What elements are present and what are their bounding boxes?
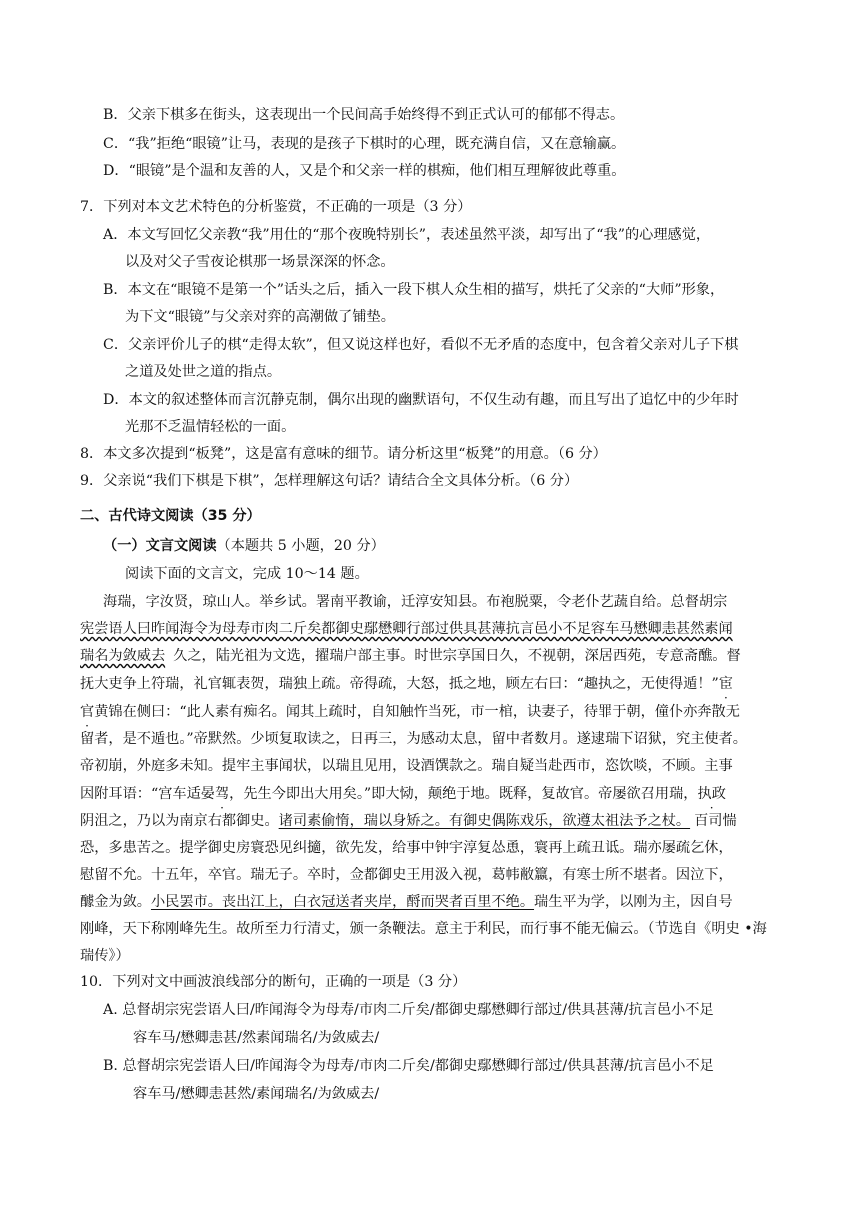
dotted-character: 宦	[718, 676, 733, 692]
q8-stem: 8．本文多次提到“板凳”，这是富有意味的细节。请分析这里“板凳”的用意。（6 分）	[80, 446, 607, 462]
passage-text: 久之，陆光祖为文选，擢瑞户部主事。时世宗享国日久，不视朝，深居西苑，专意斋醮。督	[173, 648, 741, 664]
passage-line: 帝初崩，外庭多未知。提牢主事闻状，以瑞且见用，设酒馔款之。瑞自疑当赴西市，恣饮啖，不顾。主事	[80, 758, 733, 774]
passage-line: 海瑞，字汝贤，琼山人。举乡试。署南平教谕，迁淳安知县。布袍脱粟，令老仆艺蔬自给。总督胡宗	[103, 594, 728, 610]
q10-option-a-line1: A. 总督胡宗宪尝语人曰/昨闻海令为母寿/市肉二斤矣/都御史鄢懋卿行部过/供具甚薄/抗言邑小不足	[103, 1002, 714, 1018]
dotted-character: 官	[80, 704, 95, 720]
q6-option-b: B．父亲下棋多在街头，这表现出一个民间高手始终得不到正式认可的郁郁不得志。	[103, 107, 625, 123]
passage-text: ，先生今即出大用矣。”即大恸，颠绝于地。既释，复故官。帝屡欲召用瑞，	[229, 786, 698, 802]
q7-option-d-line2: 光那不乏温情轻松的一面。	[125, 419, 296, 435]
q10-stem: 10．下列对文中画波浪线部分的断句，正确的一项是（3 分）	[80, 974, 467, 990]
section-heading: 二、古代诗文阅读（35 分）	[80, 508, 261, 524]
passage-line	[80, 810, 737, 832]
subsection-note: （本题共 5 小题，20 分）	[216, 538, 385, 554]
q6-option-c: C．“我”拒绝“眼镜”让马，表现的是孩子下棋时的心理，既充满自信，又在意输赢。	[103, 136, 626, 152]
passage-line: 刚峰，天下称刚峰先生。故所至力行清丈，颁一条鞭法。意主于利民，而行事不能无偏云。（节选自《明史 •海	[80, 921, 767, 937]
passage-text: 瑞生平为学，以刚为主，因自号	[534, 894, 733, 910]
q10-option-b-line1: B. 总督胡宗宪尝语人曰/昨闻海令为母寿/市肉二斤矣/都御史鄢懋卿行部过/供具甚薄/抗言邑小不足	[103, 1058, 714, 1074]
underlined-sentence: 小民罢市。丧出江上，白衣冠送者夹岸，酹而哭者百里不绝。	[150, 894, 535, 910]
passage-text: 因附耳语：“宫车适晏	[80, 786, 215, 802]
passage-text: 阴沮之，乃以为南京右都御史。	[80, 813, 279, 829]
q7-option-a-line1: A．本文写回忆父亲教“我”用仕的“那个夜晚特别长”，表述虽然平淡，却写出了“我”的心理感觉，	[103, 227, 711, 243]
passage-text: 黄锦在侧曰：“此人素有痴名。闻其上疏时，自知触忤当死，市一棺，诀妻子，待罪于朝，僮仆亦奔散无	[94, 704, 740, 720]
passage-text: 百司惴	[694, 813, 737, 829]
passage-line	[80, 891, 733, 913]
passage-line	[80, 645, 741, 667]
q10-option-a-line2: 容车马/懋卿恚甚/然素闻瑞名/为敛威去/	[133, 1030, 380, 1046]
passage-line	[80, 783, 726, 805]
q6-option-d: D．“眼镜”是个温和友善的人，又是个和父亲一样的棋痴，他们相互理解彼此尊重。	[103, 163, 626, 179]
passage-text: 醵金为敛。	[80, 894, 151, 910]
q7-option-b-line1: B．本文在“眼镜不是第一个”话头之后，插入一段下棋人众生相的描写，烘托了父亲的“大师”形象，	[103, 282, 725, 298]
wavy-underlined-text: 宪尝语人曰昨闻海令为母寿市肉二斤矣都御史鄢懋卿行部过供具甚薄抗言邑小不足容车马懋卿恚甚然素闻	[80, 621, 733, 637]
passage-line	[80, 673, 733, 695]
q7-option-d-line1: D．本文的叙述整体而言沉静克制，偶尔出现的幽默语句，不仅生动有趣，而且写出了追忆中的少年时	[103, 392, 739, 408]
passage-line: 恐，多患苦之。提学御史房寰恐见纠擿，欲先发，给事中钟宇淳复怂恿，寰再上疏丑诋。瑞亦屡疏乞休，	[80, 840, 733, 856]
q10-option-b-line2: 容车马/懋卿恚甚然/素闻瑞名/为敛威去/	[133, 1086, 380, 1102]
reading-instruction: 阅读下面的文言文，完成 10～14 题。	[125, 566, 369, 582]
wavy-underlined-text: 瑞名为敛威去	[80, 648, 166, 664]
q9-stem: 9．父亲说“我们下棋是下棋”，怎样理解这句话？请结合全文具体分析。（6 分）	[80, 473, 579, 489]
subsection-heading	[103, 535, 385, 557]
dotted-characters: 执政	[697, 786, 726, 802]
q7-stem: 7．下列对本文艺术特色的分析鉴赏，不正确的一项是（3 分）	[80, 199, 472, 215]
q7-option-c-line2: 之道及处世之道的指点。	[125, 364, 282, 380]
q7-option-a-line2: 以及对父子雪夜论棋那一场景深深的怀念。	[125, 254, 395, 270]
passage-text: 抚大吏争上符瑞，礼官辄表贺，瑞独上疏。帝得疏，大怒，抵之地，顾左右曰：“趣执之，无使得遁！”	[80, 676, 719, 692]
subsection-title: （一）文言文阅读	[103, 538, 217, 554]
underlined-sentence: 诸司素偷惰，瑞以身矫之。有御史偶陈戏乐，欲遵太祖法予之杖。	[278, 813, 691, 829]
passage-line	[80, 701, 740, 723]
q7-option-b-line2: 为下文“眼镜”与父亲对弈的高潮做了铺垫。	[125, 309, 395, 325]
q7-option-c-line1: C．父亲评价儿子的棋“走得太软”，但又说这样也好，看似不无矛盾的态度中，包含着父亲对儿子下棋	[103, 337, 739, 353]
passage-line: 瑞传》）	[80, 948, 130, 964]
passage-line: 留者，是不遁也。”帝默然。少顷复取读之，日再三，为感动太息，留中者数月。遂逮瑞下诏狱，究主使者。	[80, 731, 747, 747]
dotted-character: 驾	[214, 786, 230, 802]
passage-line: 慰留不允。十五年，卒官。瑞无子。卒时，佥都御史王用汲入视，葛帏敝籝，有寒士所不堪者。因泣下，	[80, 867, 733, 883]
passage-line	[80, 618, 733, 640]
